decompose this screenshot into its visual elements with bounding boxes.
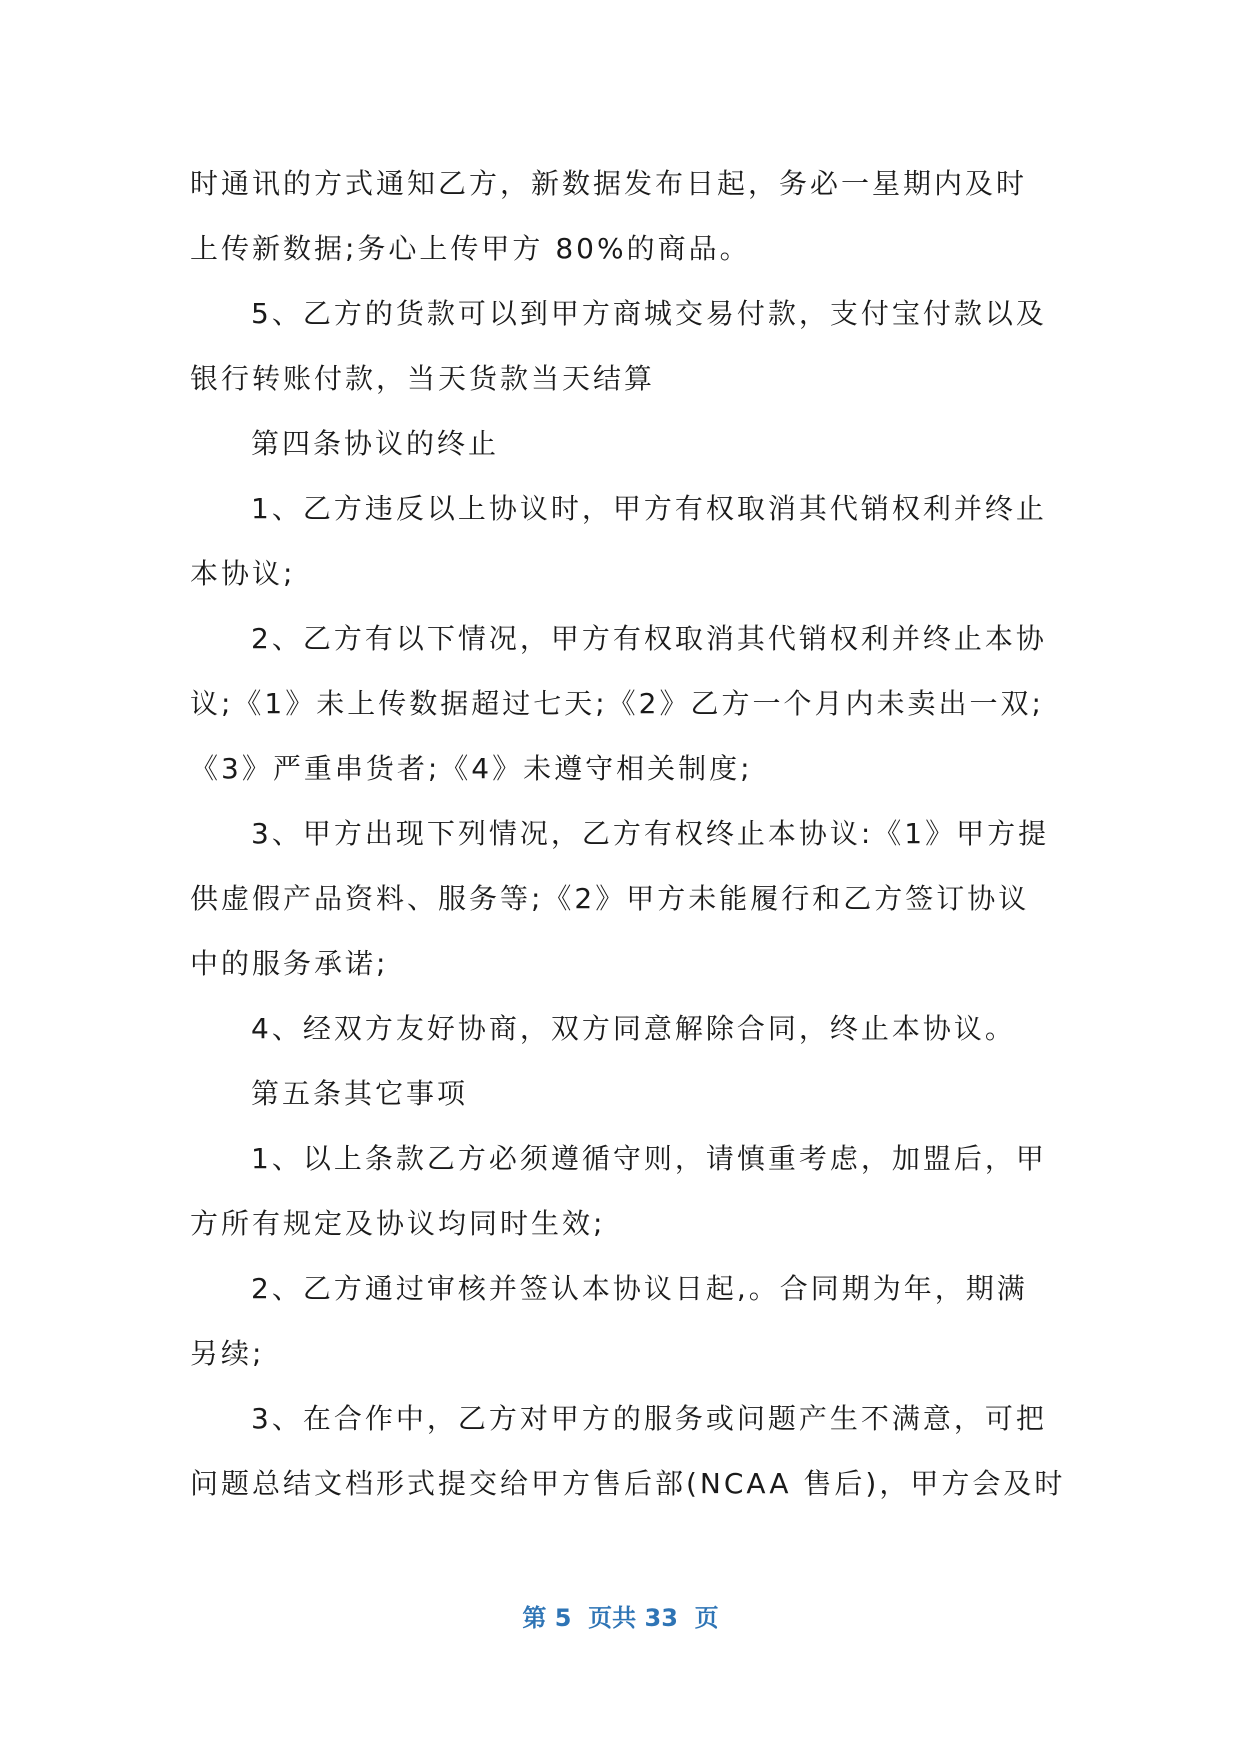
text-line: 第四条协议的终止 [251, 427, 500, 460]
text-line: 议;《1》未上传数据超过七天;《2》乙方一个月内未卖出一双; [190, 687, 1044, 720]
text-line: 本协议; [190, 557, 296, 590]
text-line: 5、乙方的货款可以到甲方商城交易付款，支付宝付款以及 [251, 297, 1047, 330]
text-line: 2、乙方通过审核并签认本协议日起,。合同期为年，期满 [251, 1272, 1028, 1305]
text-line: 时通讯的方式通知乙方，新数据发布日起，务必一星期内及时 [190, 167, 1028, 200]
text-line: 4、经双方友好协商，双方同意解除合同，终止本协议。 [251, 1012, 1016, 1045]
text-line: 《3》严重串货者;《4》未遵守相关制度; [190, 752, 753, 785]
document-body [190, 151, 1066, 1516]
text-line: 另续; [190, 1337, 265, 1370]
text-line: 供虚假产品资料、服务等;《2》甲方未能履行和乙方签订协议 [190, 882, 1030, 915]
text-line: 中的服务承诺; [190, 947, 389, 980]
text-line: 2、乙方有以下情况，甲方有权取消其代销权利并终止本协 [251, 622, 1047, 655]
text-line: 1、乙方违反以上协议时，甲方有权取消其代销权利并终止 [251, 492, 1047, 525]
text-line: 方所有规定及协议均同时生效; [190, 1207, 606, 1240]
page-number-footer: 第 5 页共 33 页 [522, 1604, 719, 1632]
text-line: 银行转账付款，当天货款当天结算 [190, 362, 656, 395]
text-line: 1、以上条款乙方必须遵循守则，请慎重考虑，加盟后，甲 [251, 1142, 1047, 1175]
text-line: 上传新数据;务心上传甲方 80%的商品。 [190, 232, 751, 265]
text-line: 第五条其它事项 [251, 1077, 469, 1110]
text-line: 3、在合作中，乙方对甲方的服务或问题产生不满意，可把 [251, 1402, 1047, 1435]
text-line: 3、甲方出现下列情况，乙方有权终止本协议:《1》甲方提 [251, 817, 1050, 850]
text-line: 问题总结文档形式提交给甲方售后部(NCAA 售后)，甲方会及时 [190, 1467, 1066, 1500]
